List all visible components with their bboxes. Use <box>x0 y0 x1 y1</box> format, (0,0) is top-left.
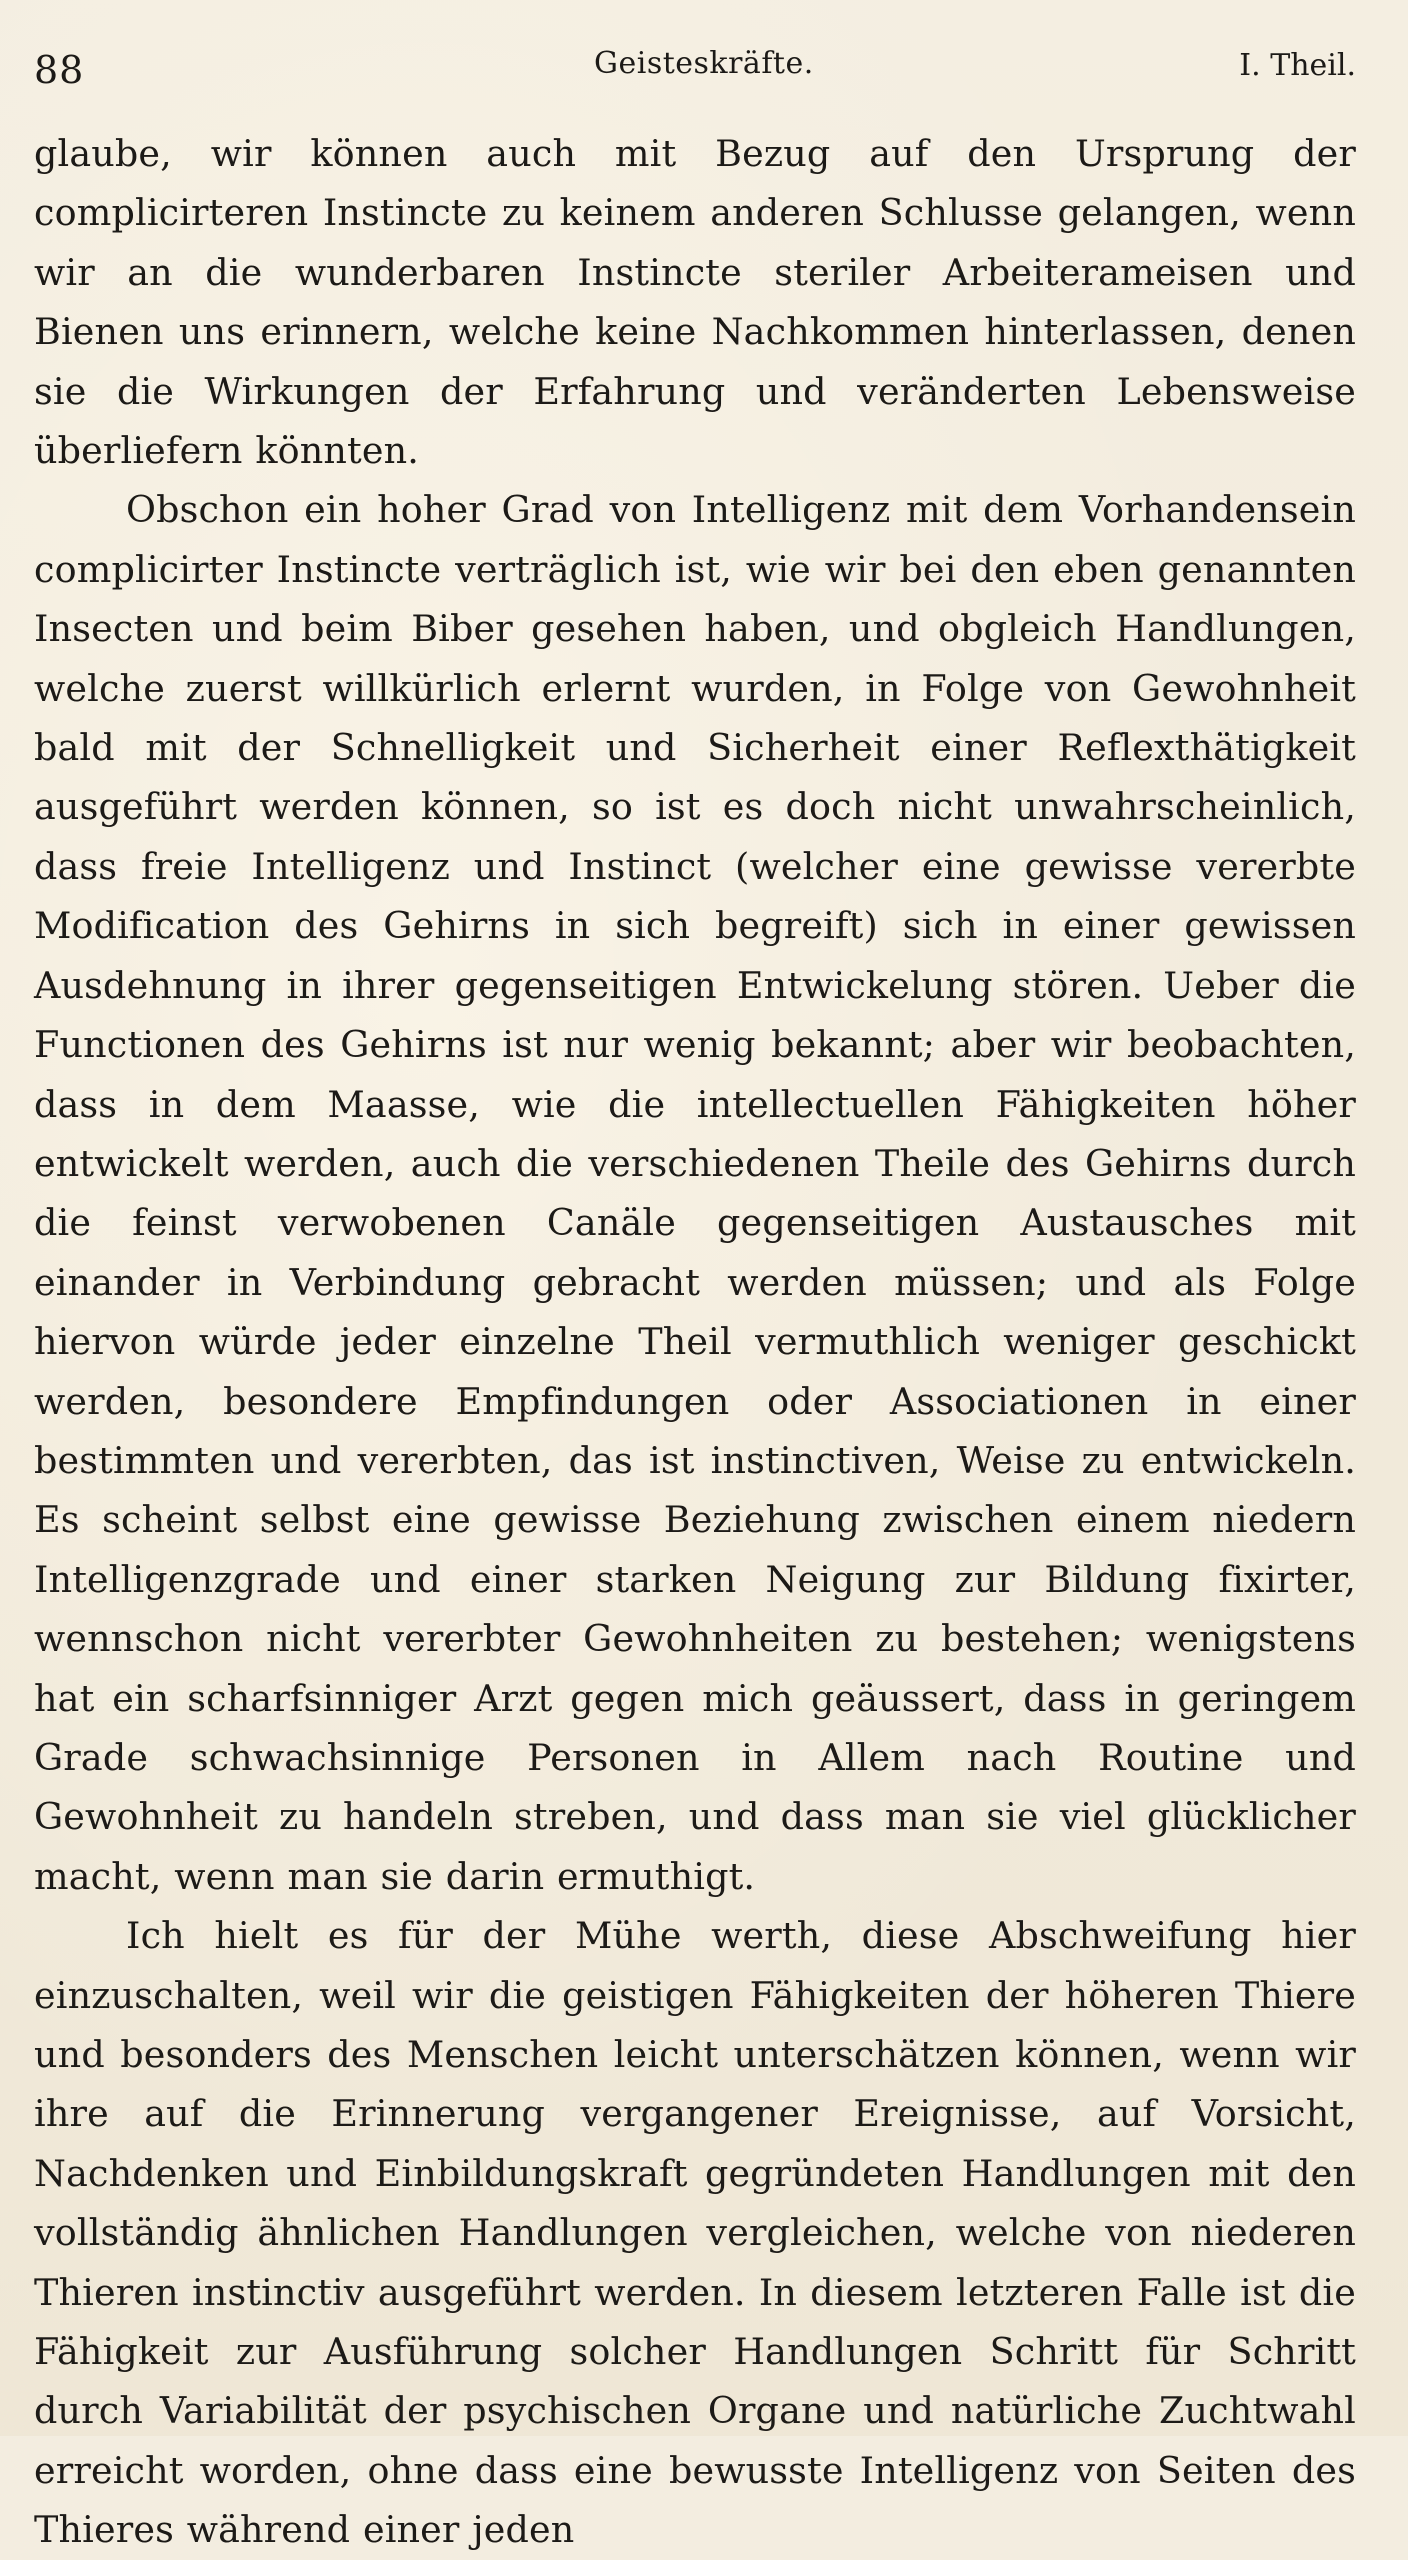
page-number: 88 <box>34 48 85 92</box>
paragraph-3: Ich hielt es für der Mühe werth, diese Abschweifung hier einzuschalten, weil wir die geistigen Fähigkeiten der höheren Thiere und besonders des Menschen leicht unterschätzen können, wenn wir ihre auf die Erinnerung vergangener Ereignisse, auf Vorsicht, Nachdenken und Einbildungskraft gegründeten Handlungen mit den vollständig ähnlichen Handlungen vergleichen, welche von niederen Thieren instinctiv ausgeführt werden. In diesem letzteren Falle ist die Fähigkeit zur Ausführung solcher Handlungen Schritt für Schritt durch Variabilität der psychischen Organe und natürliche Zuchtwahl erreicht worden, ohne dass eine bewusste Intelligenz von Seiten des Thieres während einer jeden <box>34 1914 1356 2552</box>
paragraph-2: Obschon ein hoher Grad von Intelligenz mit dem Vorhandensein complicirter Instincte verträglich ist, wie wir bei den eben genannten Insecten und beim Biber gesehen haben, und obgleich Handlungen, welche zuerst willkürlich erlernt wurden, in Folge von Gewohnheit bald mit der Schnelligkeit und Sicherheit einer Reflexthätigkeit ausgeführt werden können, so ist es doch nicht unwahrscheinlich, dass freie Intelligenz und Instinct (welcher eine gewisse vererbte Modification des Gehirns in sich begreift) sich in einer gewissen Ausdehnung in ihrer gegenseitigen Entwickelung stören. Ueber die Functionen des Gehirns ist nur wenig bekannt; aber wir beobachten, dass in dem Maasse, wie die intellectuellen Fähigkeiten höher entwickelt werden, auch die verschiedenen Theile des Gehirns durch die feinst verwobenen Canäle gegenseitigen Austausches mit einander in Verbindung gebracht werden müssen; und als Folge hiervon würde jeder einzelne Theil vermuthlich weniger geschickt werden, besondere Empfindungen oder Associationen in einer bestimmten und vererbten, das ist instinctiven, Weise zu entwickeln. Es scheint selbst eine gewisse Beziehung zwischen einem niedern Intelligenzgrade und einer starken Neigung zur Bildung fixirter, wennschon nicht vererbter Gewohnheiten zu bestehen; wenigstens hat ein scharfsinniger Arzt gegen mich geäussert, dass in geringem Grade schwachsinnige Personen in Allem nach Routine und Gewohnheit zu handeln streben, und dass man sie viel glücklicher macht, wenn man sie darin ermuthigt. <box>34 488 1356 1898</box>
running-head <box>34 40 1356 100</box>
part-label: I. Theil. <box>1239 48 1356 83</box>
body-text <box>34 124 1356 2560</box>
paragraph-1: glaube, wir können auch mit Bezug auf den Ursprung der complicirteren Instincte zu keinem anderen Schlusse gelangen, wenn wir an die wunderbaren Instincte steriler Arbeiterameisen und Bienen uns erinnern, welche keine Nachkommen hinterlassen, denen sie die Wirkungen der Erfahrung und veränderten Lebensweise überliefern könnten. <box>34 132 1356 473</box>
running-title: Geisteskräfte. <box>594 46 814 81</box>
